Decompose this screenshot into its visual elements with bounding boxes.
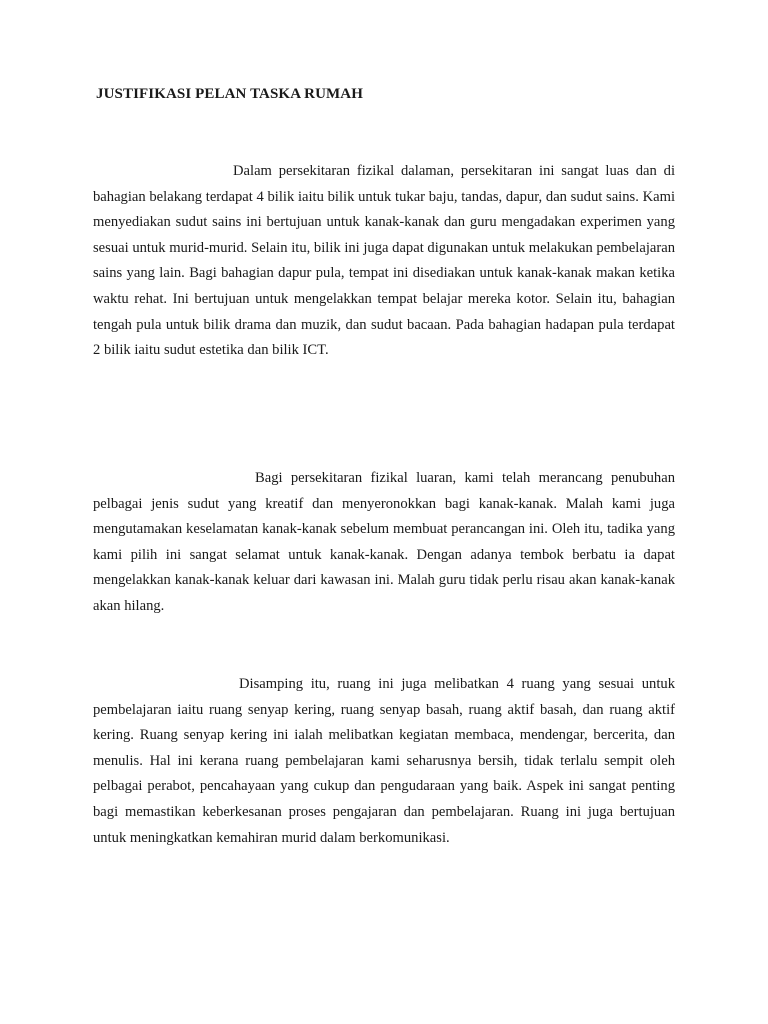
paragraph-interior-environment: Dalam persekitaran fizikal dalaman, persekitaran ini sangat luas dan di bahagian belakang terdapat 4 bilik iaitu bilik untuk tukar baju, tandas, dapur, dan sudut sains. Kami menyediakan sudut sains ini bertujuan untuk kanak-kanak dan guru mengadakan experimen yang sesuai untuk murid-murid. Selain itu, bilik ini juga dapat digunakan untuk melakukan pembelajaran sains yang lain. Bagi bahagian dapur pula, tempat ini disediakan untuk kanak-kanak makan ketika waktu rehat. Ini bertujuan untuk mengelakkan tempat belajar mereka kotor. Selain itu, bahagian tengah pula untuk bilik drama dan muzik, dan sudut bacaan. Pada bahagian hadapan pula terdapat 2 bilik iaitu sudut estetika dan bilik ICT. xyxy=(93,163,675,359)
paragraph-learning-spaces: Disamping itu, ruang ini juga melibatkan 4 ruang yang sesuai untuk pembelajaran iaitu ruang senyap kering, ruang senyap basah, ruang aktif basah, dan ruang aktif kering. Ruang senyap kering ini ialah melibatkan kegiatan membaca, mendengar, bercerita, dan menulis. Hal ini kerana ruang pembelajaran kami seharusnya bersih, tidak terlalu sempit oleh pelbagai perabot, pencahayaan yang cukup dan pengudaraan yang baik. Aspek ini sangat penting bagi memastikan keberkesanan proses pengajaran dan pembelajaran. Ruang ini juga bertujuan untuk meningkatkan kemahiran murid dalam berkomunikasi. xyxy=(93,676,675,846)
document-title: JUSTIFIKASI PELAN TASKA RUMAH xyxy=(96,86,363,102)
paragraph-exterior-environment: Bagi persekitaran fizikal luaran, kami telah merancang penubuhan pelbagai jenis sudut yang kreatif dan menyeronokkan bagi kanak-kanak. Malah kami juga mengutamakan keselamatan kanak-kanak sebelum membuat perancangan ini. Oleh itu, tadika yang kami pilih ini sangat selamat untuk kanak-kanak. Dengan adanya tembok berbatu ia dapat mengelakkan kanak-kanak keluar dari kawasan ini. Malah guru tidak perlu risau akan kanak-kanak akan hilang. xyxy=(93,470,675,614)
